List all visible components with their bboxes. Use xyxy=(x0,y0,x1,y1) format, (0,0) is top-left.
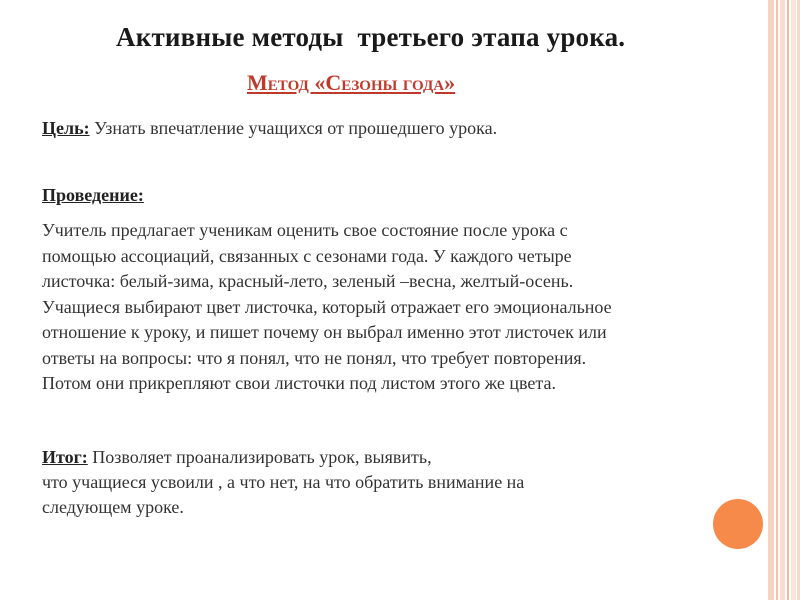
slide-title: Активные методы третьего этапа урока. xyxy=(116,22,626,52)
goal-text: Узнать впечатление учащихся от прошедшего урока. xyxy=(94,118,498,138)
method-subtitle: Метод «Сезоны года» xyxy=(247,70,456,95)
decorative-stripe xyxy=(791,0,796,600)
result-label: Итог: xyxy=(42,447,88,467)
procedure-line: листочка: белый-зима, красный-лето, зеленый –весна, желтый-осень. xyxy=(42,271,574,291)
decorative-stripe xyxy=(780,0,785,600)
procedure-line: Учитель предлагает ученикам оценить свое состояние после урока с xyxy=(42,220,568,240)
procedure-line: Учащиеся выбирают цвет листочка, который отражает его эмоциональное xyxy=(42,296,612,317)
result-text-1: Позволяет проанализировать урок, выявить, xyxy=(92,447,432,467)
decorative-stripe xyxy=(787,0,789,600)
procedure-line: ответы на вопросы: что я понял, что не понял, что требует повторения. xyxy=(42,347,587,368)
result-line-1 xyxy=(42,447,432,468)
decorative-stripe xyxy=(768,0,774,600)
result-text-2: что учащиеся усвоили , а что нет, на что обратить внимание на xyxy=(42,472,525,492)
procedure-label: Проведение: xyxy=(42,185,144,205)
result-text-3: следующем уроке. xyxy=(42,497,184,517)
procedure-line: помощью ассоциаций, связанных с сезонами года. У каждого четыре xyxy=(42,245,572,266)
procedure-line: отношение к уроку, и пишет почему он выбрал именно этот листочек или xyxy=(42,322,607,342)
procedure-text xyxy=(42,218,745,397)
decorative-circle xyxy=(713,499,763,549)
procedure-line: Потом они прикрепляют свои листочки под листом этого же цвета. xyxy=(42,373,556,393)
goal-label: Цель: xyxy=(42,118,90,138)
decorative-stripe xyxy=(776,0,778,600)
procedure-heading xyxy=(42,185,144,206)
goal-line xyxy=(42,118,497,139)
